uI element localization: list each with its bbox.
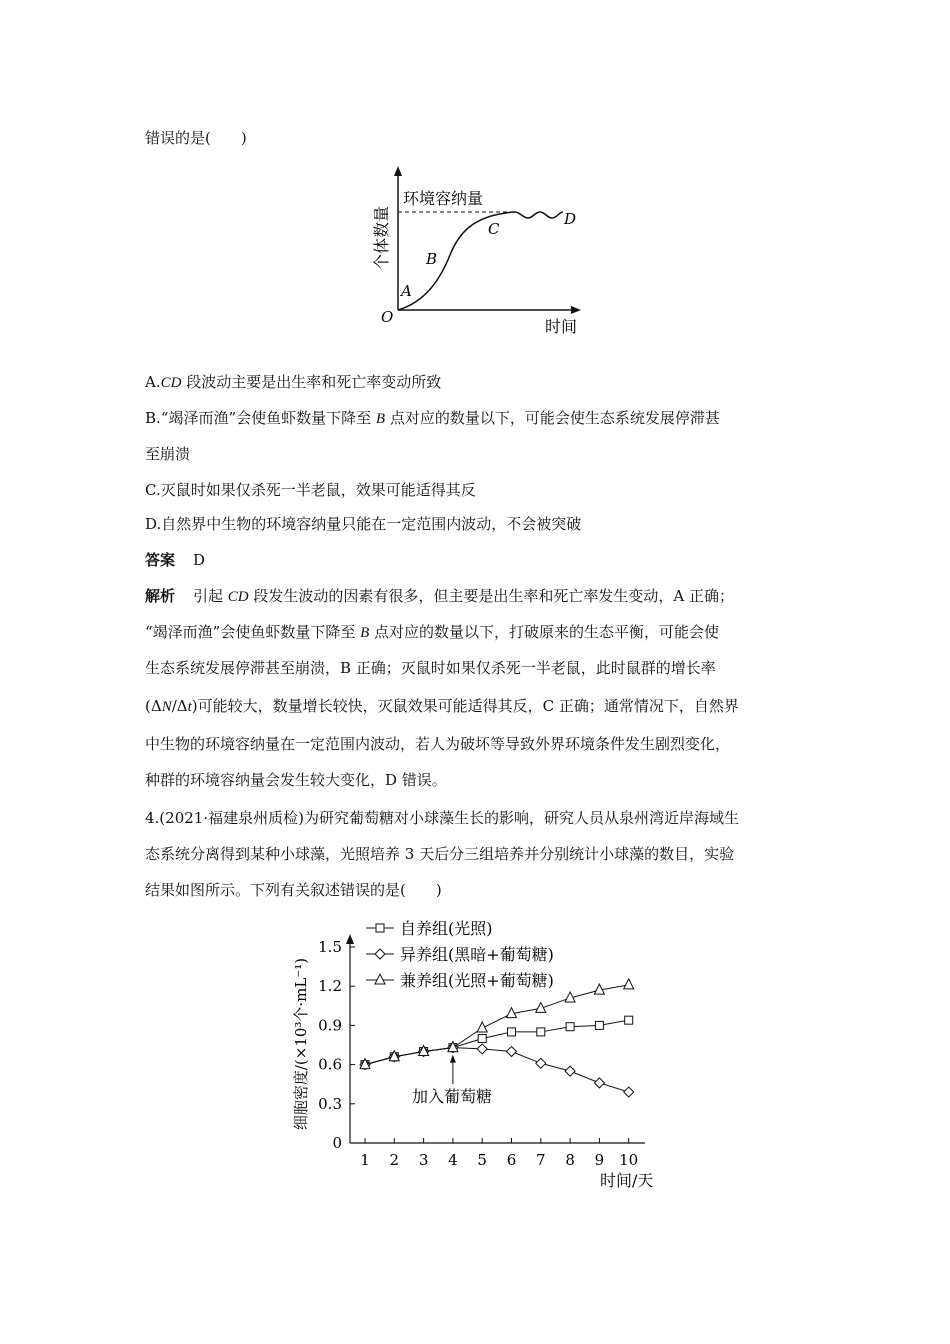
data-point [594, 1078, 604, 1088]
option-b: B.“竭泽而渔”会使鱼虾数量下降至 B 点对应的数量以下，可能会使生态系统发展停滞甚 [145, 409, 720, 427]
capacity-label: 环境容纳量 [403, 189, 484, 208]
option-d: D.自然界中生物的环境容纳量只能在一定范围内波动，不会被突破 [145, 515, 582, 533]
series-line [365, 985, 629, 1065]
series-square [361, 1016, 633, 1068]
point-a-label: A [401, 282, 412, 300]
legend-marker [375, 949, 385, 959]
y-tick-label: 1.5 [318, 938, 342, 956]
legend-marker [376, 924, 384, 932]
y-axis-arrow [394, 166, 402, 176]
q4-line-1: 4.(2021·福建泉州质检)为研究葡萄糖对小球藻生长的影响，研究人员从泉州湾近岸海域生 [145, 809, 739, 827]
analysis-line-1: 解析 引起 CD 段发生波动的因素有很多，但主要是出生率和死亡率发生变动，A 正确； [145, 587, 735, 605]
data-point [536, 1058, 546, 1068]
legend-label: 异养组(黑暗+葡萄糖) [400, 945, 554, 964]
x-tick-label: 6 [506, 1151, 517, 1169]
annotation-label: 加入葡萄糖 [412, 1087, 493, 1106]
data-point [624, 979, 634, 989]
annotation-arrow-head [450, 1055, 456, 1063]
analysis-line-3: 生态系统发展停滞甚至崩溃，B 正确；灭鼠时如果仅杀死一半老鼠，此时鼠群的增长率 [145, 659, 716, 677]
analysis-line-2: “竭泽而渔”会使鱼虾数量下降至 B 点对应的数量以下，打破原来的生态平衡，可能会使 [145, 623, 720, 641]
analysis-line-6: 种群的环境容纳量会发生较大变化，D 错误。 [145, 771, 447, 789]
point-b-label: B [426, 250, 438, 268]
x-tick-label: 2 [389, 1151, 400, 1169]
y-tick-label: 0.6 [318, 1055, 342, 1074]
point-d-label: D [564, 210, 577, 228]
question-stem-tail: 错误的是( ) [145, 129, 247, 147]
x-tick-label: 1 [360, 1151, 370, 1169]
y-axis-arrow [346, 934, 354, 944]
origin-label: O [381, 308, 394, 326]
point-c-label: C [488, 220, 500, 238]
data-point [478, 1034, 486, 1042]
series-diamond [360, 1043, 634, 1097]
legend-marker [375, 974, 385, 984]
data-point [507, 1047, 517, 1057]
analysis-line-5: 中生物的环境容纳量在一定范围内波动，若人为破坏等导致外界环境条件发生剧烈变化， [145, 735, 731, 753]
analysis-label: 解析 [145, 587, 176, 605]
q4-line-2: 态系统分离得到某种小球藻，光照培养 3 天后分三组培养并分别统计小球藻的数目，实验 [145, 845, 735, 863]
y-tick-label: 0 [332, 1134, 342, 1152]
answer-label: 答案 [145, 551, 176, 569]
s-curve [398, 212, 563, 310]
option-a: A.CD 段波动主要是出生率和死亡率变动所致 [145, 373, 442, 391]
y-tick-label: 0.3 [318, 1094, 342, 1113]
x-tick-label: 10 [619, 1151, 639, 1169]
x-tick-label: 9 [594, 1151, 605, 1169]
data-point [625, 1016, 633, 1024]
y-tick-label: 0.9 [318, 1016, 342, 1035]
series-line [365, 1048, 629, 1092]
x-axis-arrow [571, 306, 581, 314]
answer-value: D [193, 551, 206, 569]
x-axis-label: 时间/天 [600, 1171, 654, 1190]
x-tick-label: 8 [565, 1151, 575, 1169]
series-layer [360, 979, 634, 1097]
data-point [624, 1087, 634, 1097]
x-axis-label: 时间 [545, 317, 578, 336]
option-c: C.灭鼠时如果仅杀死一半老鼠，效果可能适得其反 [145, 481, 476, 499]
series-triangle [360, 979, 634, 1069]
x-tick-label: 3 [418, 1151, 429, 1169]
y-axis-label: 个体数量 [372, 205, 391, 271]
x-tick-label: 7 [536, 1151, 546, 1169]
legend-label: 自养组(光照) [400, 919, 493, 938]
data-point [565, 1066, 575, 1076]
legend-label: 兼养组(光照+葡萄糖) [400, 971, 554, 990]
data-point [477, 1044, 487, 1054]
x-tick-label: 5 [477, 1151, 487, 1169]
data-point [595, 1021, 603, 1029]
y-axis-label: 细胞密度/(×10³个·mL⁻¹) [292, 957, 310, 1131]
legend [366, 919, 554, 990]
data-point [508, 1028, 516, 1036]
y-tick-label: 1.2 [318, 977, 342, 996]
population-curve-figure [365, 160, 595, 340]
data-point [537, 1028, 545, 1036]
data-point [477, 1022, 487, 1032]
series-line [365, 1020, 629, 1064]
option-b-line2: 至崩溃 [145, 445, 191, 463]
cell-density-chart [290, 912, 680, 1197]
analysis-line-4: (ΔN/Δt)可能较大，数量增长较快，灭鼠效果可能适得其反，C 正确；通常情况下，自然界 [145, 697, 739, 715]
q4-line-3: 结果如图所示。下列有关叙述错误的是( ) [145, 881, 442, 899]
answer-line [145, 550, 205, 570]
x-tick-label: 4 [448, 1151, 458, 1169]
data-point [566, 1023, 574, 1031]
